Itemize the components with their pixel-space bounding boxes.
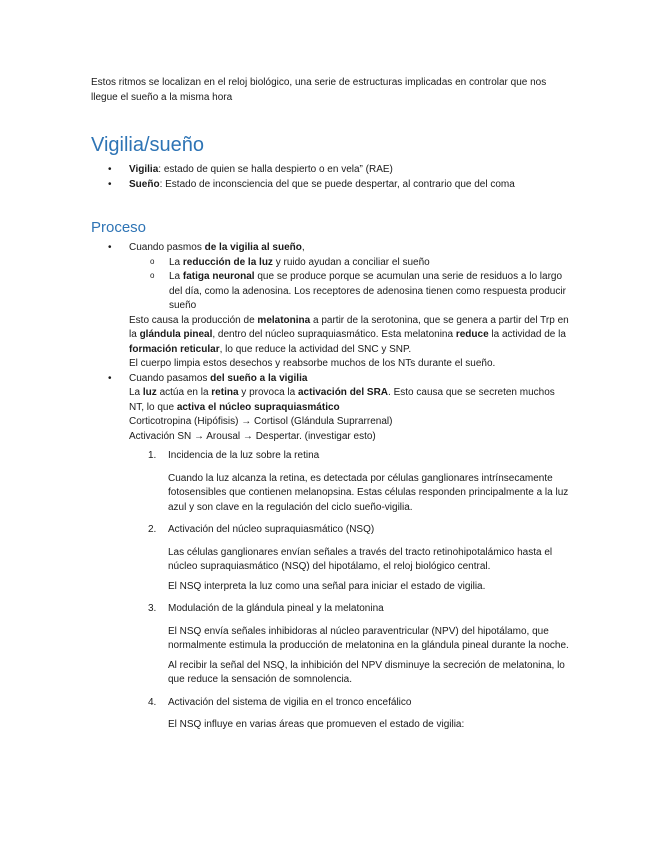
para-bold: melatonina <box>257 314 311 326</box>
sub-list-item <box>169 270 571 314</box>
item-text: , <box>301 242 305 253</box>
para-text: a partir de la serotonina, que se genera a partir del Trp en la <box>129 314 569 340</box>
item-text: La <box>169 271 183 282</box>
para-bold: formación reticular <box>129 343 220 355</box>
item-text: y ruido ayudan a conciliar el sueño <box>272 256 430 268</box>
definition-text: : estado de quien se halla despierto o en vela” (RAE) <box>158 164 393 175</box>
para-bold: reduce <box>455 329 489 340</box>
document-content <box>91 76 571 741</box>
proceso-list <box>91 241 571 733</box>
proceso-item-vigilia-a-sueno <box>129 241 571 372</box>
step-number: 3. <box>148 603 157 614</box>
definition-text: : Estado de inconsciencia del que se puede despertar, al contrario que del coma <box>159 178 515 190</box>
step-number: 2. <box>148 524 157 535</box>
list-item <box>129 178 571 193</box>
corticotropina-line: Corticotropina (Hipófisis) → Cortisol (Glándula Suprarrenal) <box>129 416 393 427</box>
step-item <box>148 523 571 594</box>
item-text: Cuando pasamos <box>129 372 211 384</box>
para-text: , lo que reduce la actividad del SNC y SNP. <box>219 343 412 355</box>
sub-list <box>129 256 571 314</box>
step-number: 1. <box>148 450 157 461</box>
step-title: Activación del sistema de vigilia en el tronco encefálico <box>168 696 412 708</box>
step-description <box>168 718 571 733</box>
para-bold: activación del SRA <box>298 387 389 398</box>
item-text: La <box>169 256 183 268</box>
limpieza-paragraph: El cuerpo limpia estos desechos y reabsorbe muchos de los NTs durante el sueño. <box>129 358 496 369</box>
step-paragraph: El NSQ interpreta la luz como una señal para iniciar el estado de vigilia. <box>168 580 486 592</box>
para-text: y provoca la <box>238 387 298 398</box>
step-paragraph: Al recibir la señal del NSQ, la inhibición del NPV disminuye la secreción de melatonina, lo que reduce la sensación de somnolencia. <box>168 659 565 685</box>
step-item <box>148 449 571 515</box>
item-text: que se produce porque se acumulan una serie de residuos a lo largo del día, como la adenosina. Los receptores de adenosina tienen como respuesta producir sueño <box>169 271 566 311</box>
step-title: Modulación de la glándula pineal y la melatonina <box>168 603 384 614</box>
para-text: La <box>129 387 143 398</box>
step-paragraph: El NSQ influye en varias áreas que promueven el estado de vigilia: <box>168 719 465 730</box>
proceso-item-sueno-a-vigilia <box>129 372 571 733</box>
list-item <box>129 163 571 178</box>
melatonina-paragraph <box>129 314 571 358</box>
step-paragraph: Cuando la luz alcanza la retina, es detectada por células ganglionares intrínsecamente fotosensibles que contienen melanopsina. Estas células responden principalmente a la luz azul y son clave en la regulación del ciclo sueño-vigilia. <box>168 472 569 513</box>
sub-list-item <box>169 256 571 271</box>
item-bold: de la vigilia al sueño <box>204 242 302 253</box>
term-sueno: Sueño <box>129 178 160 190</box>
para-text: . Esto causa que se secreten muchos NT, lo que <box>129 387 555 413</box>
step-paragraph: Las células ganglionares envían señales a través del tracto retinohipotalámico hasta el núcleo supraquiasmático (NSQ) del hipotálamo, el reloj biológico central. <box>168 546 553 572</box>
para-text: Esto causa la producción de <box>129 314 258 326</box>
vigilia-definitions-list <box>91 163 571 192</box>
para-bold: activa el núcleo supraquiasmático <box>176 401 340 413</box>
step-title: Activación del núcleo supraquiasmático (NSQ) <box>168 524 375 535</box>
para-text: , dentro del núcleo supraquiasmático. Esta melatonina <box>212 329 456 340</box>
para-text: la actividad de la <box>488 329 566 340</box>
term-vigilia: Vigilia <box>129 164 159 175</box>
step-description <box>168 625 571 688</box>
step-title: Incidencia de la luz sobre la retina <box>168 450 320 461</box>
steps-list <box>129 449 571 733</box>
step-description <box>168 546 571 595</box>
item-text: Cuando pasmos <box>129 242 205 253</box>
luz-paragraph <box>129 386 571 415</box>
heading-proceso: Proceso <box>91 219 147 236</box>
heading-vigilia-sueno: Vigilia/sueño <box>91 134 205 156</box>
para-bold: retina <box>211 387 239 398</box>
activacion-sn-line: Activación SN → Arousal → Despertar. (investigar esto) <box>129 430 376 442</box>
step-paragraph: El NSQ envía señales inhibidoras al núcleo paraventricular (NPV) del hipotálamo, que normalmente estimula la producción de melatonina en la glándula pineal durante la noche. <box>168 625 569 651</box>
item-bold: del sueño a la vigilia <box>210 372 308 384</box>
intro-paragraph: Estos ritmos se localizan en el reloj biológico, una serie de estructuras implicadas en controlar que nos llegue el sueño a la misma hora <box>91 77 547 103</box>
step-item <box>148 696 571 733</box>
para-text: actúa en la <box>156 387 212 398</box>
para-bold: glándula pineal <box>139 329 213 340</box>
item-bold: fatiga neuronal <box>182 271 255 282</box>
para-bold: luz <box>142 387 157 398</box>
step-item <box>148 602 571 688</box>
item-bold: reducción de la luz <box>182 256 273 268</box>
step-number: 4. <box>148 696 157 708</box>
step-description <box>168 472 571 516</box>
